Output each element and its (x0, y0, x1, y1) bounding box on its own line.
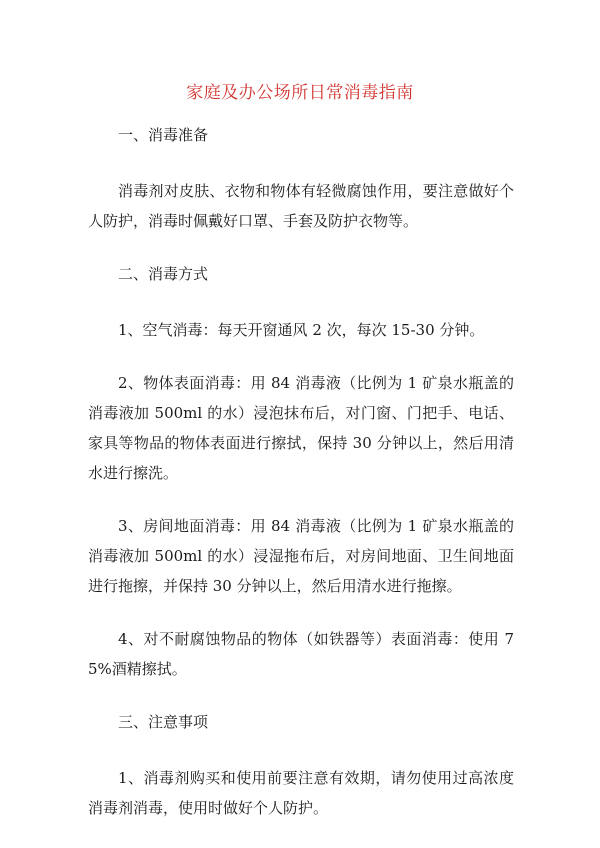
document-title: 家庭及办公场所日常消毒指南 (186, 83, 414, 103)
paragraph: 3、房间地面消毒：用 84 消毒液（比例为 1 矿泉水瓶盖的消毒液加 500ml 的水）浸湿拖布后，对房间地面、卫生间地面进行拖擦，并保持 30 分钟以上，然后用清水进行拖擦。 (88, 517, 514, 595)
section-methods (88, 259, 514, 684)
section-preparation (88, 120, 514, 236)
paragraph: 1、消毒剂购买和使用前要注意有效期，请勿使用过高浓度消毒剂消毒，使用时做好个人防护。 (88, 769, 514, 817)
section-heading: 三、注意事项 (118, 713, 209, 731)
paragraph: 4、对不耐腐蚀物品的物体（如铁器等）表面消毒：使用 75%酒精擦拭。 (88, 630, 514, 678)
section-heading: 一、消毒准备 (118, 126, 209, 144)
paragraph: 1、空气消毒：每天开窗通风 2 次，每次 15-30 分钟。 (118, 321, 485, 339)
section-notes (88, 707, 514, 823)
document-body (88, 120, 514, 846)
paragraph: 消毒剂对皮肤、衣物和物体有轻微腐蚀作用，要注意做好个人防护，消毒时佩戴好口罩、手套及防护衣物等。 (88, 182, 514, 230)
section-heading: 二、消毒方式 (118, 265, 209, 283)
paragraph: 2、物体表面消毒：用 84 消毒液（比例为 1 矿泉水瓶盖的消毒液加 500ml 的水）浸泡抹布后，对门窗、门把手、电话、家具等物品的物体表面进行擦拭，保持 30 分钟以上，然后用清水进行擦洗。 (88, 374, 514, 482)
